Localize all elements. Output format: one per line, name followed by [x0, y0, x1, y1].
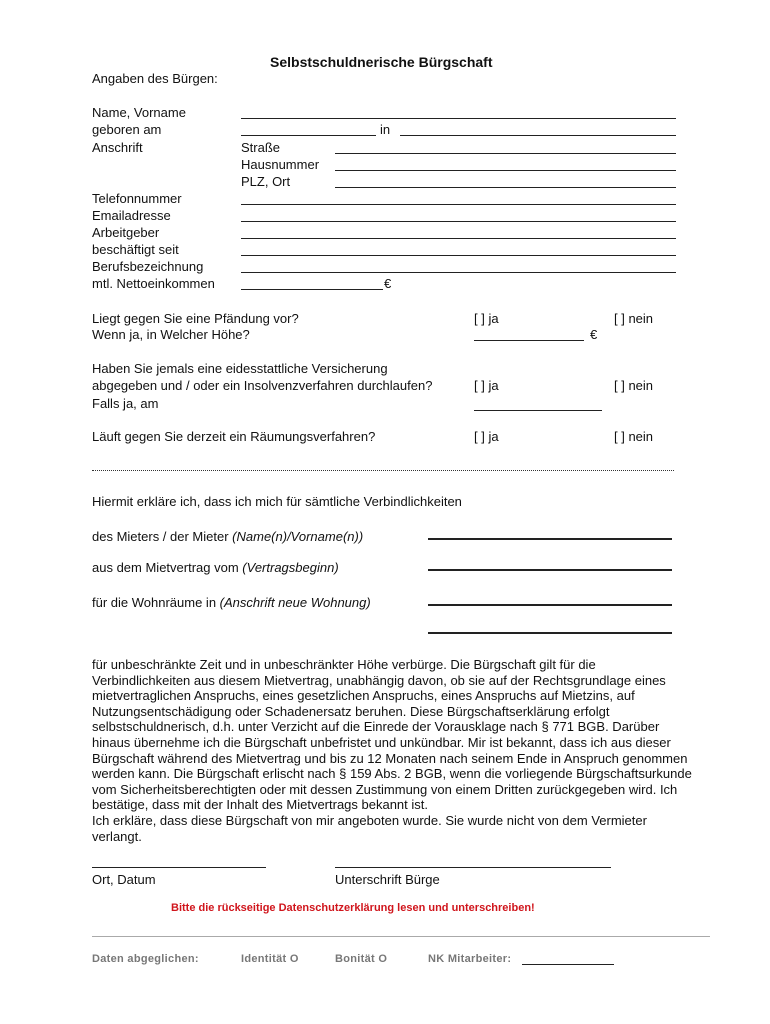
house-number-label: Hausnummer — [241, 157, 320, 172]
affidavit-date-field[interactable] — [474, 410, 602, 411]
flat-hint: (Anschrift neue Wohnung) — [219, 595, 371, 610]
job-title-label: Berufsbezeichnung — [92, 259, 204, 274]
tenant-prefix: des Mieters / der Mieter — [92, 529, 229, 544]
email-field[interactable] — [241, 221, 676, 222]
garnishment-no-checkbox[interactable]: [ ] nein — [614, 311, 654, 326]
garnishment-amount-label: Wenn ja, in Welcher Höhe? — [92, 327, 250, 342]
garnishment-currency: € — [590, 327, 598, 342]
affidavit-no-checkbox[interactable]: [ ] nein — [614, 378, 654, 393]
employer-label: Arbeitgeber — [92, 225, 160, 240]
garnishment-question: Liegt gegen Sie eine Pfändung vor? — [92, 311, 299, 326]
income-currency: € — [384, 276, 392, 291]
birthplace-field[interactable] — [400, 135, 676, 136]
flat-address-field[interactable] — [428, 604, 672, 606]
credit-checkbox[interactable]: Bonität O — [335, 953, 388, 965]
data-checked-label: Daten abgeglichen: — [92, 953, 199, 965]
tenant-hint: (Name(n)/Vorname(n)) — [232, 529, 364, 544]
net-income-label: mtl. Nettoeinkommen — [92, 276, 215, 291]
employed-since-field[interactable] — [241, 255, 676, 256]
birthdate-label: geboren am — [92, 122, 162, 137]
lease-date-field[interactable] — [428, 569, 672, 571]
nk-staff-label: NK Mitarbeiter: — [428, 953, 512, 965]
place-date-label: Ort, Datum — [92, 872, 156, 887]
phone-label: Telefonnummer — [92, 191, 182, 206]
flat-address-field-2[interactable] — [428, 632, 672, 634]
zip-city-field[interactable] — [335, 187, 676, 188]
employed-since-label: beschäftigt seit — [92, 242, 179, 257]
birthdate-field[interactable] — [241, 135, 376, 136]
lease-hint: (Vertragsbeginn) — [242, 560, 339, 575]
birthplace-label: in — [380, 122, 391, 137]
flat-label — [92, 595, 371, 611]
signature-field[interactable] — [335, 867, 611, 868]
dotted-separator — [92, 470, 674, 471]
tenant-name-field[interactable] — [428, 538, 672, 540]
street-field[interactable] — [335, 153, 676, 154]
affidavit-yes-checkbox[interactable]: [ ] ja — [474, 378, 499, 393]
signature-label: Unterschrift Bürge — [335, 872, 440, 887]
zip-city-label: PLZ, Ort — [241, 174, 291, 189]
legal-paragraph: für unbeschränkte Zeit und in unbeschränkter Höhe verbürge. Die Bürgschaft gilt für die Verbindlichkeiten aus diesem Mietvertrag, unabhängig davon, ob sie auf der Rechtsgrundlage eines mietvertraglichen Anspruchs, eines gesetzlichen Anspruchs, eines Anspruchs auf Mietzins, auf Nutzungsentschädigung oder Schadenersatz beruhen. Diese Bürgschaftserklärung erfolgt selbstschuldnerisch, d.h. unter Verzicht auf die Einrede der Vorausklage nach § 771 BGB. Darüber hinaus übernehme ich die Bürgschaft unbefristet und unkündbar. Mir ist bekannt, dass ich aus dieser Bürgschaft während des Mietvertrag und bis zu 12 Monaten nach seinem Ende in Anspruch genommen werden kann. Die Bürgschaft erlischt nach § 159 Abs. 2 BGB, wenn die vorliegende Bürgschaftsurkunde vom Sicherheitsberechtigten oder mit dessen Zustimmung von einem Dritten zurückgegeben wird. Ich bestätige, dass mit der Inhalt des Mietvertrags bekannt ist. — [92, 657, 692, 813]
tenant-label — [92, 529, 363, 545]
garnishment-yes-checkbox[interactable]: [ ] ja — [474, 311, 499, 326]
street-label: Straße — [241, 140, 281, 155]
place-date-field[interactable] — [92, 867, 266, 868]
name-label: Name, Vorname — [92, 105, 186, 120]
privacy-notice: Bitte die rückseitige Datenschutzerklärung lesen und unterschreiben! — [171, 902, 535, 914]
name-field[interactable] — [241, 118, 676, 119]
eviction-no-checkbox[interactable]: [ ] nein — [614, 429, 654, 444]
email-label: Emailadresse — [92, 208, 171, 223]
eviction-question: Läuft gegen Sie derzeit ein Räumungsverfahren? — [92, 429, 376, 444]
garnishment-amount-field[interactable] — [474, 340, 584, 341]
affidavit-question-line1: Haben Sie jemals eine eidesstattliche Versicherung — [92, 361, 388, 376]
footer-divider — [92, 936, 710, 937]
job-title-field[interactable] — [241, 272, 676, 273]
phone-field[interactable] — [241, 204, 676, 205]
declaration-intro: Hiermit erkläre ich, dass ich mich für sämtliche Verbindlichkeiten — [92, 494, 462, 509]
legal-text — [92, 657, 692, 844]
affidavit-question-line2: abgegeben und / oder ein Insolvenzverfahren durchlaufen? — [92, 378, 433, 393]
lease-prefix: aus dem Mietvertrag vom — [92, 560, 239, 575]
guarantor-section-heading: Angaben des Bürgen: — [92, 71, 218, 86]
employer-field[interactable] — [241, 238, 676, 239]
affidavit-date-label: Falls ja, am — [92, 396, 159, 411]
net-income-field[interactable] — [241, 289, 383, 290]
identity-checkbox[interactable]: Identität O — [241, 953, 299, 965]
flat-prefix: für die Wohnräume in — [92, 595, 217, 610]
eviction-yes-checkbox[interactable]: [ ] ja — [474, 429, 499, 444]
lease-label — [92, 560, 339, 576]
address-label: Anschrift — [92, 140, 143, 155]
nk-staff-field[interactable] — [522, 964, 614, 965]
legal-paragraph-2: Ich erkläre, dass diese Bürgschaft von mir angeboten wurde. Sie wurde nicht von dem Vermieter verlangt. — [92, 812, 647, 844]
house-number-field[interactable] — [335, 170, 676, 171]
page-title: Selbstschuldnerische Bürgschaft — [270, 54, 493, 70]
